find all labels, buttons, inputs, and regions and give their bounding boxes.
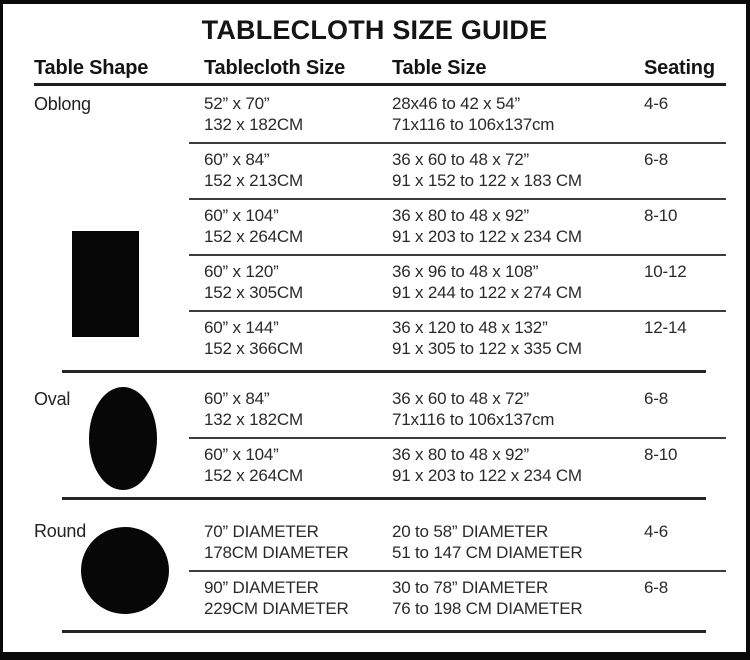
shape-label-oval: Oval <box>34 389 71 409</box>
rows-oblong <box>189 86 726 370</box>
tablecloth-size-in: 60” x 84” <box>204 389 270 408</box>
table-size-in: 36 x 60 to 48 x 72” <box>392 389 530 408</box>
tablecloth-size-cm: 152 x 366CM <box>204 339 303 358</box>
table-size-in: 36 x 120 to 48 x 132” <box>392 318 548 337</box>
table-size-cm: 91 x 152 to 122 x 183 CM <box>392 171 582 190</box>
seating-value: 6-8 <box>644 578 668 597</box>
table-row <box>189 256 726 310</box>
rows-round <box>189 500 726 630</box>
column-headers <box>34 55 726 81</box>
column-header-tablecloth-size: Tablecloth Size <box>204 57 346 79</box>
table-size-cm: 71x116 to 106x137cm <box>392 115 555 134</box>
table-size-cm: 91 x 244 to 122 x 274 CM <box>392 283 582 302</box>
table-size-in: 20 to 58” DIAMETER <box>392 522 549 541</box>
tablecloth-size-in: 70” DIAMETER <box>204 522 319 541</box>
tablecloth-size-cm: 152 x 264CM <box>204 227 303 246</box>
tablecloth-size-in: 60” x 120” <box>204 262 279 281</box>
table-row <box>189 383 726 437</box>
seating-value: 6-8 <box>644 150 668 169</box>
seating-value: 4-6 <box>644 94 668 113</box>
table-size-cm: 71x116 to 106x137cm <box>392 410 555 429</box>
table-row <box>189 516 726 570</box>
oblong-shape-icon <box>72 231 139 337</box>
seating-value: 8-10 <box>644 445 678 464</box>
bottom-divider <box>62 630 706 633</box>
table-size-cm: 51 to 147 CM DIAMETER <box>392 543 583 562</box>
oval-shape-icon <box>89 387 157 490</box>
table-row <box>189 439 726 493</box>
page-title: TABLECLOTH SIZE GUIDE <box>201 15 548 45</box>
table-size-in: 30 to 78” DIAMETER <box>392 578 549 597</box>
tablecloth-size-cm: 152 x 305CM <box>204 283 303 302</box>
tablecloth-size-cm: 132 x 182CM <box>204 115 303 134</box>
seating-value: 10-12 <box>644 262 687 281</box>
table-row <box>189 88 726 142</box>
tablecloth-size-in: 60” x 84” <box>204 150 270 169</box>
seating-value: 4-6 <box>644 522 668 541</box>
tablecloth-size-in: 52” x 70” <box>204 94 270 113</box>
tablecloth-size-cm: 178CM DIAMETER <box>204 543 349 562</box>
tablecloth-size-in: 60” x 144” <box>204 318 279 337</box>
table-row <box>189 572 726 626</box>
table-size-in: 36 x 80 to 48 x 92” <box>392 206 530 225</box>
seating-value: 12-14 <box>644 318 687 337</box>
guide-table <box>34 55 726 633</box>
table-size-in: 36 x 80 to 48 x 92” <box>392 445 530 464</box>
tablecloth-size-cm: 152 x 213CM <box>204 171 303 190</box>
table-size-in: 36 x 60 to 48 x 72” <box>392 150 530 169</box>
column-header-table-shape: Table Shape <box>34 57 149 79</box>
round-shape-icon <box>81 527 169 614</box>
table-size-in: 36 x 96 to 48 x 108” <box>392 262 539 281</box>
table-size-cm: 91 x 203 to 122 x 234 CM <box>392 227 582 246</box>
column-header-seating: Seating <box>644 57 715 79</box>
seating-value: 8-10 <box>644 206 678 225</box>
tablecloth-size-in: 60” x 104” <box>204 445 279 464</box>
tablecloth-size-in: 60” x 104” <box>204 206 279 225</box>
tablecloth-size-cm: 152 x 264CM <box>204 466 303 485</box>
shape-column-oblong <box>34 86 189 370</box>
seating-value: 6-8 <box>644 389 668 408</box>
table-row <box>189 312 726 366</box>
shape-label-round: Round <box>34 521 87 541</box>
shape-column-oval <box>34 373 189 497</box>
table-row <box>189 144 726 198</box>
section-oblong <box>34 86 726 370</box>
rows-oval <box>189 373 726 497</box>
table-row <box>189 200 726 254</box>
tablecloth-size-cm: 229CM DIAMETER <box>204 599 349 618</box>
table-size-cm: 76 to 198 CM DIAMETER <box>392 599 583 618</box>
table-size-cm: 91 x 203 to 122 x 234 CM <box>392 466 582 485</box>
section-oval <box>34 373 726 497</box>
tablecloth-size-cm: 132 x 182CM <box>204 410 303 429</box>
table-size-cm: 91 x 305 to 122 x 335 CM <box>392 339 582 358</box>
section-round <box>34 500 726 630</box>
shape-column-round <box>34 500 189 630</box>
column-header-table-size: Table Size <box>392 57 487 79</box>
tablecloth-size-in: 90” DIAMETER <box>204 578 319 597</box>
table-size-in: 28x46 to 42 x 54” <box>392 94 520 113</box>
shape-label-oblong: Oblong <box>34 94 91 114</box>
